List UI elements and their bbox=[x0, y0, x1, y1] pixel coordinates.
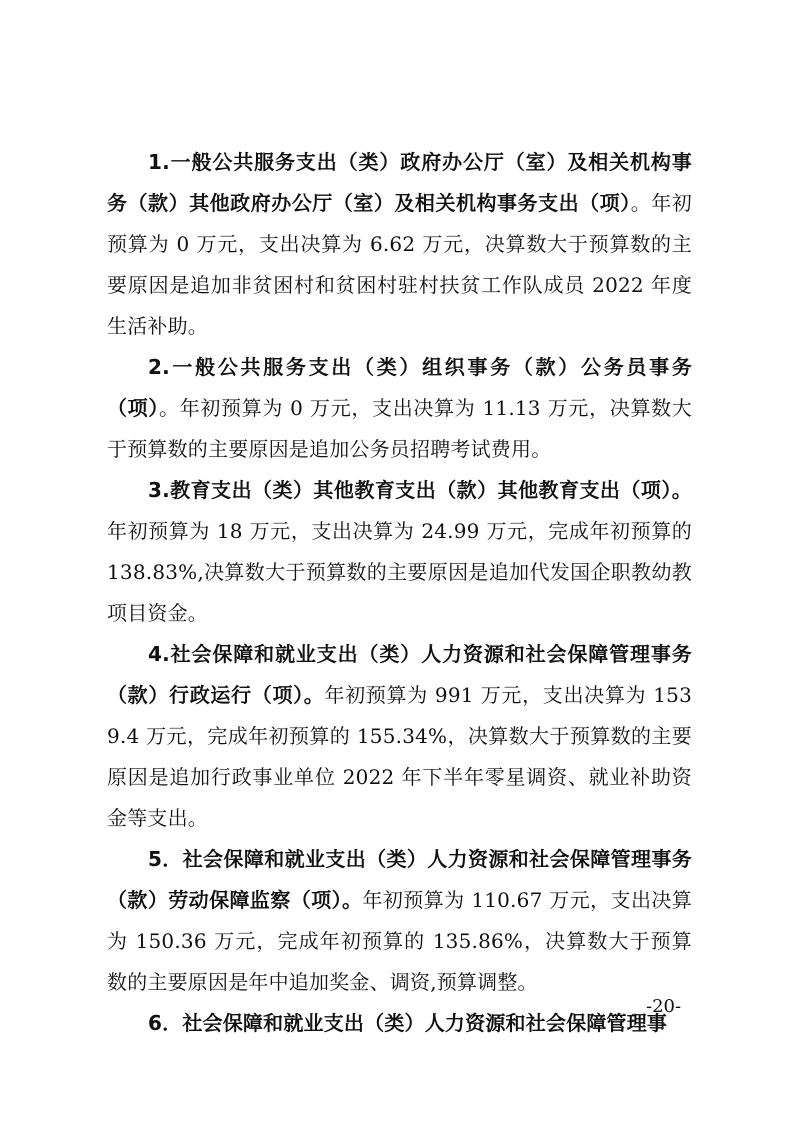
document-body bbox=[107, 142, 692, 1044]
paragraph-1 bbox=[107, 142, 692, 347]
paragraph-5-text: 年初预算为 110.67 万元，支出决算为 150.36 万元，完成年初预算的 135.86%，决算数大于预算数的主要原因是年中追加奖金、调资,预算调整。 bbox=[107, 888, 692, 994]
paragraph-5 bbox=[107, 839, 692, 1003]
paragraph-3 bbox=[107, 470, 692, 634]
paragraph-3-text: 年初预算为 18 万元，支出决算为 24.99 万元，完成年初预算的 138.83%,决算数大于预算数的主要原因是追加代发国企职教幼教项目资金。 bbox=[107, 519, 692, 625]
paragraph-1-heading: 1.一般公共服务支出（类）政府办公厅（室）及相关机构事务（款）其他政府办公厅（室）及相关机构事务支出（项） bbox=[107, 150, 692, 215]
paragraph-2-text: 。年初预算为 0 万元，支出决算为 11.13 万元，决算数大于预算数的主要原因是追加公务员招聘考试费用。 bbox=[107, 396, 692, 461]
page-number: -20- bbox=[646, 996, 682, 1017]
paragraph-5-heading: 5．社会保障和就业支出（类）人力资源和社会保障管理事务（款）劳动保障监察（项）。 bbox=[107, 847, 692, 912]
paragraph-2 bbox=[107, 347, 692, 470]
paragraph-6 bbox=[107, 1003, 692, 1044]
paragraph-4-heading: 4.社会保障和就业支出（类）人力资源和社会保障管理事务（款）行政运行（项）。 bbox=[107, 642, 692, 707]
paragraph-4-text: 年初预算为 991 万元，支出决算为 1539.4 万元，完成年初预算的 155.34%，决算数大于预算数的主要原因是追加行政事业单位 2022 年下半年零星调资、就业补助资金等支出。 bbox=[107, 683, 692, 830]
paragraph-6-heading: 6．社会保障和就业支出（类）人力资源和社会保障管理事 bbox=[148, 1011, 668, 1035]
paragraph-1-text: 。年初预算为 0 万元，支出决算为 6.62 万元，决算数大于预算数的主要原因是追加非贫困村和贫困村驻村扶贫工作队成员 2022 年度生活补助。 bbox=[107, 191, 692, 338]
paragraph-3-heading: 3.教育支出（类）其他教育支出（款）其他教育支出（项）。 bbox=[148, 478, 692, 502]
paragraph-2-heading: 2.一般公共服务支出（类）组织事务（款）公务员事务（项） bbox=[107, 355, 692, 420]
paragraph-4 bbox=[107, 634, 692, 839]
